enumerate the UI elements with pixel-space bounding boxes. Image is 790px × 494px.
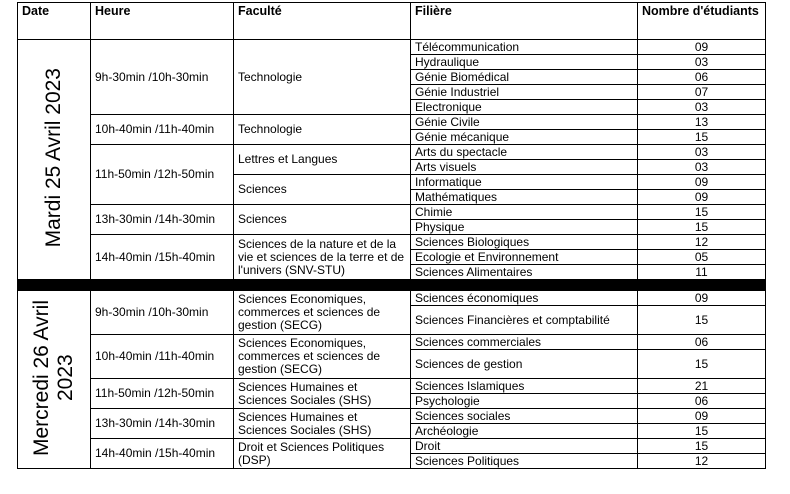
faculte-cell: Technologie [234,115,411,145]
count-cell: 06 [638,70,766,85]
filiere-cell: Sciences de gestion [411,350,638,379]
count-cell: 07 [638,85,766,100]
filiere-cell: Mathématiques [411,190,638,205]
date-label: Mardi 25 Avril 2023 [42,68,65,248]
count-cell: 15 [638,424,766,439]
header-filiere: Filière [411,3,638,40]
count-cell: 15 [638,220,766,235]
count-cell: 09 [638,291,766,306]
count-cell: 15 [638,306,766,335]
filiere-cell: Sciences Politiques [411,454,638,469]
filiere-cell: Chimie [411,205,638,220]
heure-cell: 10h-40min /11h-40min [91,335,234,379]
filiere-cell: Télécommunication [411,40,638,55]
faculte-cell: Sciences Economiques, commerces et sciences de gestion (SECG) [234,291,411,335]
filiere-cell: Sciences Islamiques [411,379,638,394]
table-row [18,115,766,130]
table-row [18,205,766,220]
table-row [18,145,766,160]
header-heure: Heure [91,3,234,40]
filiere-cell: Arts visuels [411,160,638,175]
table-row [18,291,766,306]
filiere-cell: Génie Industriel [411,85,638,100]
count-cell: 06 [638,394,766,409]
heure-cell: 11h-50min /12h-50min [91,145,234,205]
date-cell-day1 [18,40,91,280]
count-cell: 09 [638,190,766,205]
count-cell: 15 [638,130,766,145]
count-cell: 09 [638,409,766,424]
filiere-cell: Physique [411,220,638,235]
count-cell: 13 [638,115,766,130]
filiere-cell: Génie mécanique [411,130,638,145]
filiere-cell: Droit [411,439,638,454]
faculte-cell: Sciences de la nature et de la vie et sciences de la terre et de l'univers (SNV-STU) [234,235,411,280]
filiere-cell: Informatique [411,175,638,190]
count-cell: 11 [638,265,766,280]
filiere-cell: Sciences Financières et comptabilité [411,306,638,335]
filiere-cell: Génie Civile [411,115,638,130]
faculte-cell: Sciences Economiques, commerces et sciences de gestion (SECG) [234,335,411,379]
table-row [18,379,766,394]
table-row [18,439,766,454]
heure-cell: 13h-30min /14h-30min [91,205,234,235]
schedule-table [17,2,766,469]
count-cell: 03 [638,55,766,70]
faculte-cell: Sciences Humaines et Sciences Sociales (SHS) [234,409,411,439]
filiere-cell: Arts du spectacle [411,145,638,160]
faculte-cell: Technologie [234,40,411,115]
table-row [18,335,766,350]
date-label [30,300,78,456]
faculte-cell: Sciences [234,205,411,235]
day-separator [18,280,766,291]
filiere-cell: Psychologie [411,394,638,409]
count-cell: 12 [638,454,766,469]
filiere-cell: Electronique [411,100,638,115]
heure-cell: 10h-40min /11h-40min [91,115,234,145]
header-nombre: Nombre d'étudiants [638,3,766,40]
filiere-cell: Sciences Alimentaires [411,265,638,280]
count-cell: 03 [638,145,766,160]
count-cell: 12 [638,235,766,250]
faculte-cell: Sciences [234,175,411,205]
heure-cell: 14h-40min /15h-40min [91,235,234,280]
heure-cell: 9h-30min /10h-30min [91,40,234,115]
table-row [18,40,766,55]
heure-cell: 9h-30min /10h-30min [91,291,234,335]
filiere-cell: Sciences Biologiques [411,235,638,250]
faculte-cell: Lettres et Langues [234,145,411,175]
count-cell: 15 [638,439,766,454]
filiere-cell: Hydraulique [411,55,638,70]
filiere-cell: Sciences commerciales [411,335,638,350]
filiere-cell: Ecologie et Environnement [411,250,638,265]
count-cell: 03 [638,100,766,115]
heure-cell: 11h-50min /12h-50min [91,379,234,409]
date-cell-day2 [18,291,91,469]
filiere-cell: Archéologie [411,424,638,439]
header-row [18,3,766,40]
count-cell: 15 [638,205,766,220]
faculte-cell: Sciences Humaines et Sciences Sociales (SHS) [234,379,411,409]
filiere-cell: Sciences économiques [411,291,638,306]
heure-cell: 13h-30min /14h-30min [91,409,234,439]
count-cell: 09 [638,175,766,190]
count-cell: 15 [638,350,766,379]
count-cell: 09 [638,40,766,55]
table-row [18,409,766,424]
count-cell: 03 [638,160,766,175]
count-cell: 21 [638,379,766,394]
table-row [18,235,766,250]
date-label-line1: Mercredi 26 Avril [30,299,53,456]
filiere-cell: Génie Biomédical [411,70,638,85]
header-date: Date [18,3,91,40]
count-cell: 05 [638,250,766,265]
faculte-cell: Droit et Sciences Politiques (DSP) [234,439,411,469]
header-faculte: Faculté [234,3,411,40]
heure-cell: 14h-40min /15h-40min [91,439,234,469]
count-cell: 06 [638,335,766,350]
filiere-cell: Sciences sociales [411,409,638,424]
date-label-line2: 2023 [54,354,77,402]
